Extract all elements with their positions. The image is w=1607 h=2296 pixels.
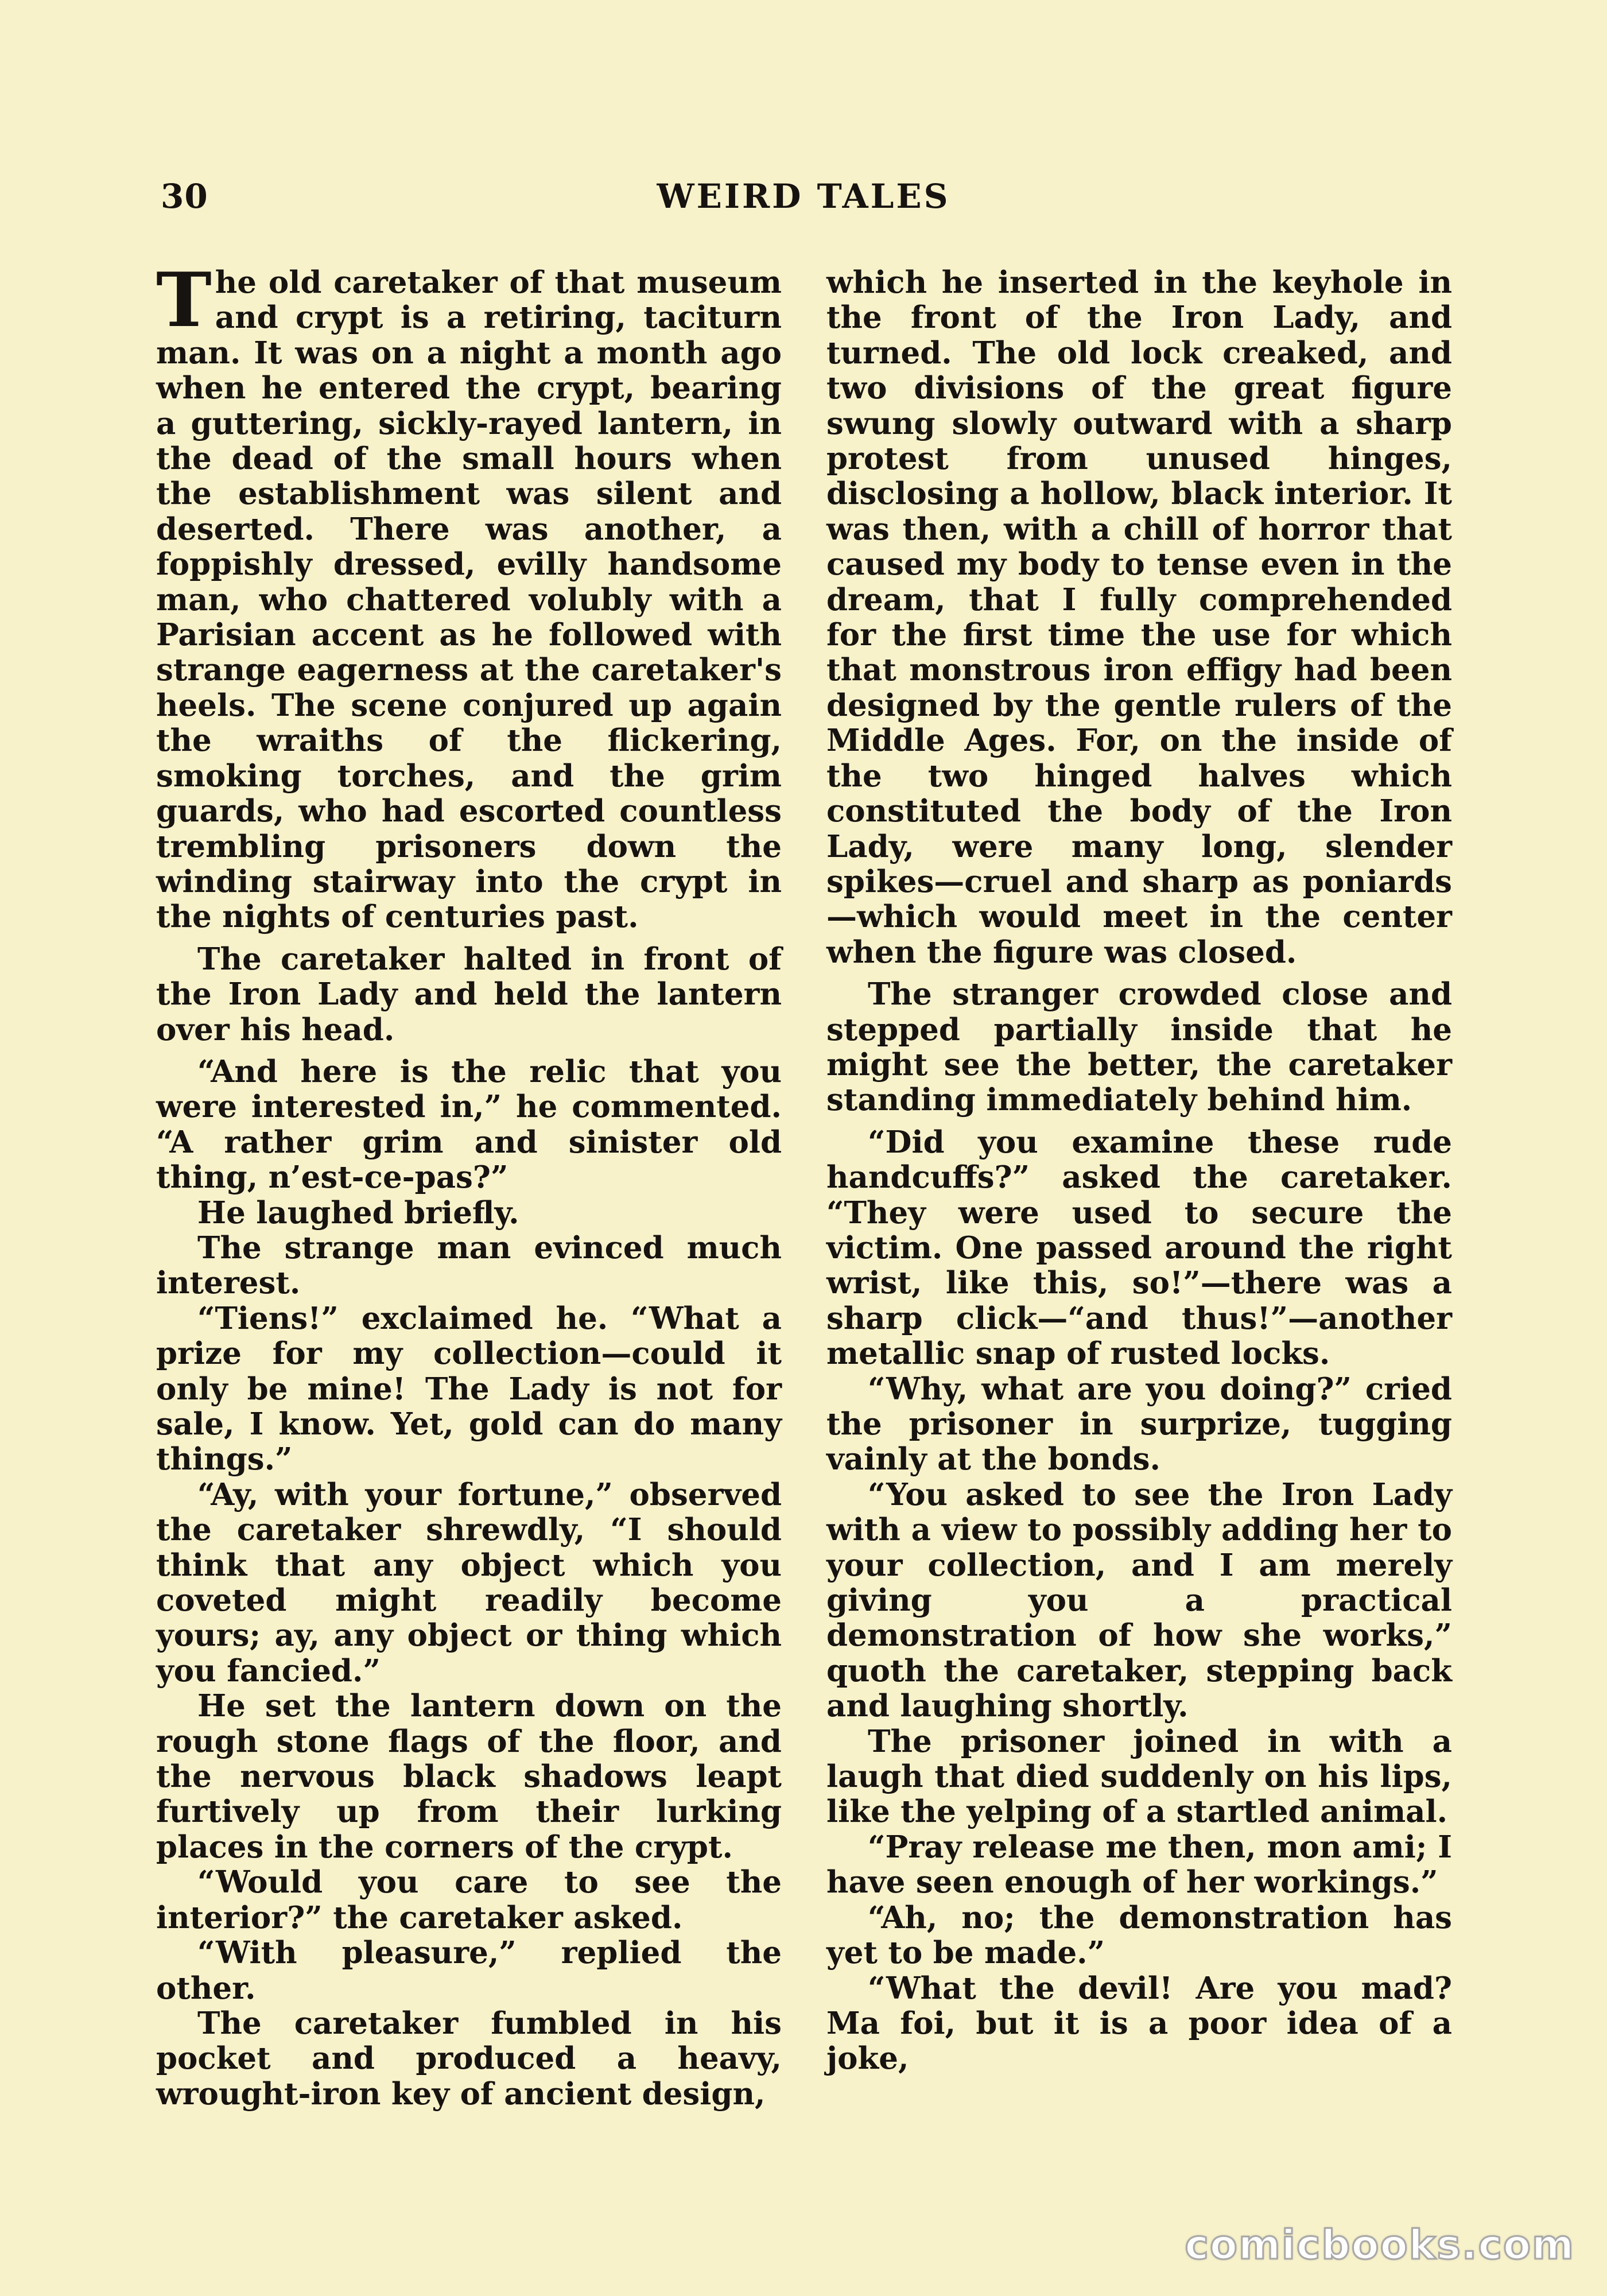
paragraph: “Did you examine these rude handcuffs?” asked the caretaker. “They were used to secure the victim. One passed around the right wrist, like this, so!”—there was a sharp click—“and thus!”—another metallic snap of rusted locks. [826, 1124, 1452, 1372]
paragraph: “Ay, with your fortune,” observed the caretaker shrewdly, “I should think that any object which you coveted might readily become yours; ay, any object or thing which you fancied.” [156, 1476, 782, 1689]
paragraph: He set the lantern down on the rough stone flags of the floor, and the nervous black shadows leapt furtively up from their lurking places in the corners of the crypt. [156, 1688, 782, 1865]
paragraph: which he inserted in the keyhole in the front of the Iron Lady, and turned. The old lock creaked, and two divisions of the great figure swung slowly outward with a sharp protest from unused hinges, disclosing a hollow, black interior. It was then, with a chill of horror that caused my body to tense even in the dream, that I fully comprehended for the first time the use for which that monstrous iron effigy had been designed by the gentle rulers of the Middle Ages. For, on the inside of the two hinged halves which constituted the body of the Iron Lady, were many long, slender spikes—cruel and sharp as poniards—which would meet in the center when the figure was closed. [826, 265, 1452, 970]
paragraph: The stranger crowded close and stepped partially inside that he might see the better, the caretaker standing immediately behind him. [826, 976, 1452, 1118]
paragraph: The caretaker halted in front of the Iron Lady and held the lantern over his head. [156, 941, 782, 1048]
paragraph: “Would you care to see the interior?” the caretaker asked. [156, 1864, 782, 1936]
paragraph: “You asked to see the Iron Lady with a view to possibly adding her to your collection, and I am merely giving you a practical demonstration of how she works,” quoth the caretaker, stepping back and laughing shortly. [826, 1476, 1452, 1724]
paragraph [156, 256, 782, 935]
paragraph: The strange man evinced much interest. [156, 1230, 782, 1301]
paragraph: “Why, what are you doing?” cried the prisoner in surprize, tugging vainly at the bonds. [826, 1371, 1452, 1477]
paragraph-text: he old caretaker of that museum and crypt is a retiring, taciturn man. It was on a night a month ago when he entered the crypt, bearing a guttering, sickly-rayed lantern, in the dead of the small hours when the establishment was silent and deserted. There was another, a foppishly dressed, evilly handsome man, who chattered volubly with a Parisian accent as he followed with strange eagerness at the caretaker's heels. The scene conjured up again the wraiths of the flickering, smoking torches, and the grim guards, who had escorted countless trembling prisoners down the winding stairway into the crypt in the nights of centuries past. [156, 265, 782, 935]
page-number: 30 [161, 177, 208, 216]
running-head: WEIRD TALES [657, 177, 950, 216]
paragraph: “With pleasure,” replied the other. [156, 1935, 782, 2006]
left-column [156, 256, 782, 2112]
paragraph: The prisoner joined in with a laugh that died suddenly on his lips, like the yelping of a startled animal. [826, 1723, 1452, 1830]
paragraph: “Pray release me then, mon ami; I have seen enough of her workings.” [826, 1829, 1452, 1901]
drop-cap: T [156, 256, 212, 344]
paragraph: The caretaker fumbled in his pocket and produced a heavy, wrought-iron key of ancient design, [156, 2005, 782, 2112]
paragraph: “And here is the relic that you were interested in,” he commented. “A rather grim and sinister old thing, n’est-ce-pas?” [156, 1053, 782, 1196]
paragraph: “Tiens!” exclaimed he. “What a prize for my collection—could it only be mine! The Lady is not for sale, I know. Yet, gold can do many things.” [156, 1300, 782, 1477]
paragraph: He laughed briefly. [197, 1194, 519, 1231]
right-column [826, 265, 1452, 2077]
watermark: comicbooks.com [1185, 2221, 1575, 2268]
paragraph: “What the devil! Are you mad? Ma foi, but it is a poor idea of a joke, [826, 1970, 1452, 2077]
paragraph: “Ah, no; the demonstration has yet to be made.” [826, 1899, 1452, 1971]
